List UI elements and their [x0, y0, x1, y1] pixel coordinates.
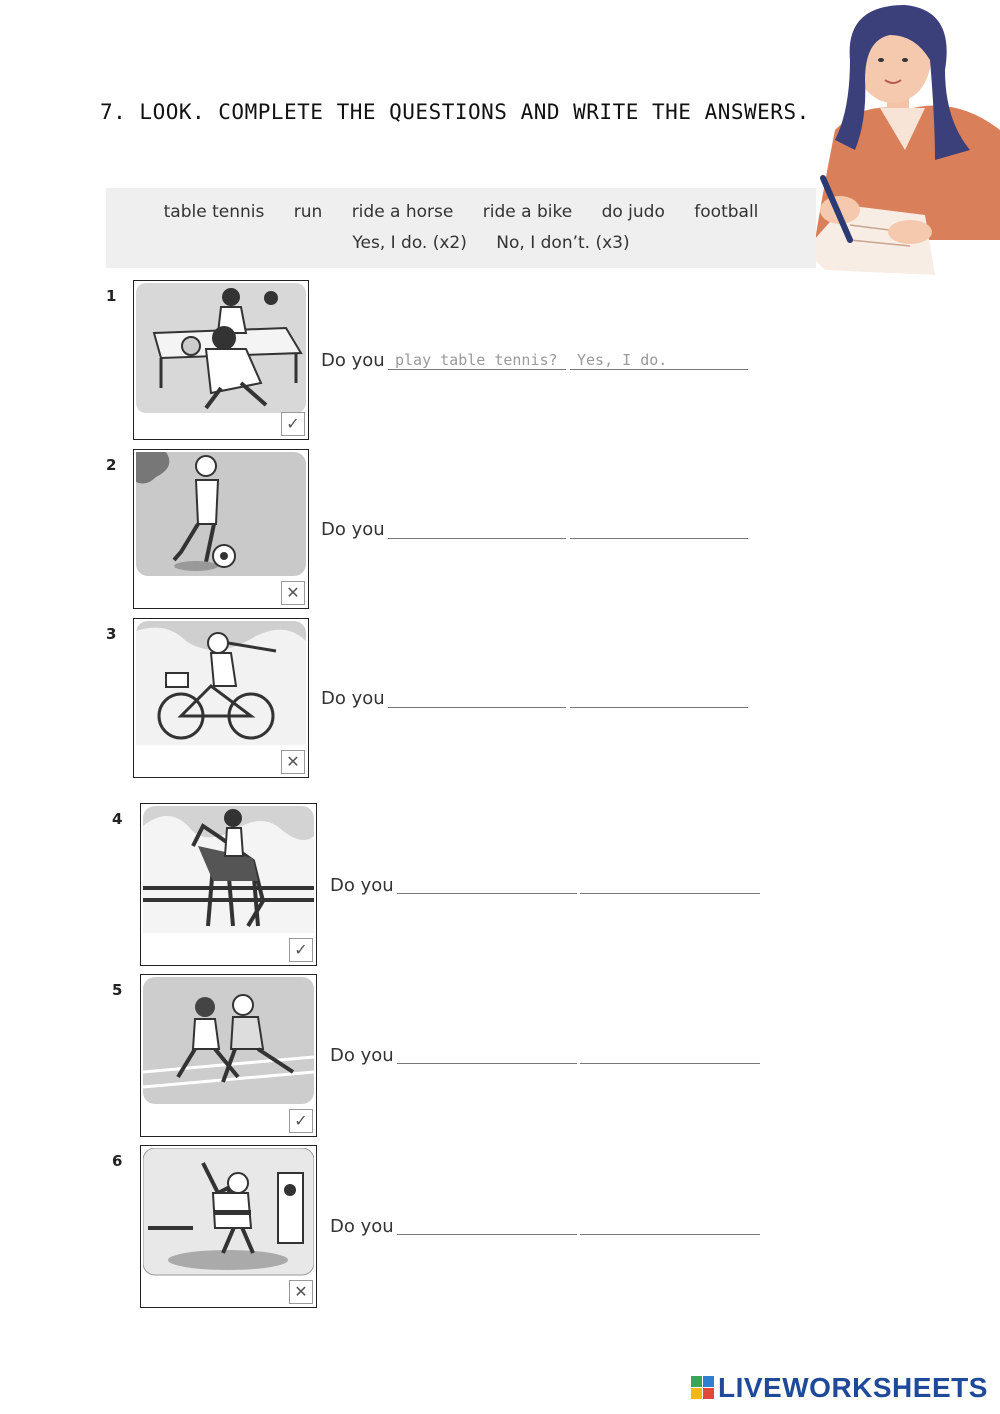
word-bank-word: do judo — [601, 202, 665, 222]
item-picture-run — [140, 974, 317, 1137]
word-bank-word: football — [694, 202, 759, 222]
answer-field[interactable] — [580, 871, 760, 894]
cross-mark: ✕ — [281, 750, 305, 774]
question-field[interactable] — [397, 871, 577, 894]
item-picture-horse — [140, 803, 317, 966]
question-field[interactable] — [397, 1041, 577, 1064]
liveworksheets-logo-text: LIVEWORKSHEETS — [718, 1372, 988, 1403]
question-field[interactable] — [397, 1212, 577, 1235]
cross-mark: ✕ — [289, 1280, 313, 1304]
exercise-title: 7. LOOK. COMPLETE THE QUESTIONS AND WRITE THE ANSWERS. — [100, 100, 810, 124]
question-field[interactable] — [388, 516, 566, 539]
question-prompt: Do you — [321, 350, 385, 371]
question-prompt: Do you — [321, 519, 385, 540]
tick-mark: ✓ — [289, 938, 313, 962]
item-number: 3 — [106, 625, 117, 643]
example-answer-text: Yes, I do. — [577, 351, 668, 369]
answer-field[interactable] — [570, 685, 748, 708]
word-bank-answer: No, I don’t. (x3) — [496, 233, 630, 253]
answer-field[interactable] — [580, 1041, 760, 1064]
example-question-text: play table tennis? — [395, 351, 558, 369]
item-picture-football — [133, 449, 309, 609]
question-prompt: Do you — [330, 1216, 394, 1237]
cross-mark: ✕ — [281, 581, 305, 605]
item-number: 6 — [112, 1152, 123, 1170]
word-bank-word: ride a bike — [482, 202, 573, 222]
item-picture-judo — [140, 1145, 317, 1308]
word-bank — [106, 188, 816, 268]
tick-mark: ✓ — [281, 412, 305, 436]
item-number: 2 — [106, 456, 117, 474]
question-prompt: Do you — [330, 1045, 394, 1066]
item-picture-table-tennis — [133, 280, 309, 440]
tick-mark: ✓ — [289, 1109, 313, 1133]
item-number: 1 — [106, 287, 117, 305]
liveworksheets-logo — [690, 1372, 988, 1404]
question-prompt: Do you — [321, 688, 385, 709]
word-bank-words — [106, 202, 816, 222]
question-field[interactable] — [388, 685, 566, 708]
liveworksheets-logo-icon — [690, 1375, 716, 1401]
answer-field[interactable] — [570, 516, 748, 539]
answer-field[interactable] — [580, 1212, 760, 1235]
teacher-illustration — [795, 0, 1000, 285]
item-picture-bike — [133, 618, 309, 778]
word-bank-answer: Yes, I do. (x2) — [352, 233, 467, 253]
item-number: 4 — [112, 810, 123, 828]
word-bank-word: ride a horse — [351, 202, 454, 222]
word-bank-word: run — [293, 202, 323, 222]
question-prompt: Do you — [330, 875, 394, 896]
word-bank-word: table tennis — [163, 202, 265, 222]
item-number: 5 — [112, 981, 123, 999]
word-bank-answers — [106, 233, 816, 253]
